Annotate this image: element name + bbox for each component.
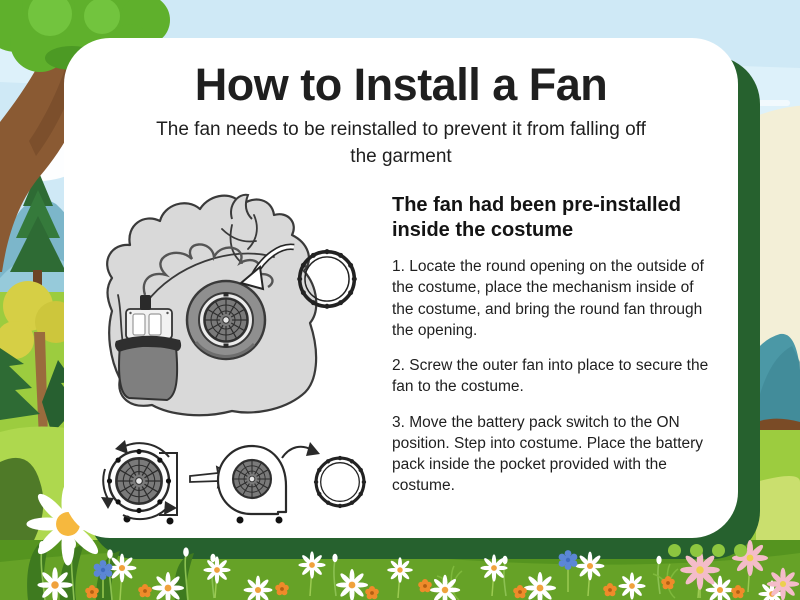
round-fan <box>187 281 265 359</box>
illustration-column <box>80 183 382 539</box>
step-2: 2. Screw the outer fan into place to secure the fan to the costume. <box>392 357 709 396</box>
step-1: 1. Locate the round opening on the outside of the costume, place the mechanism inside of the costume, and bring the round fan through the opening. <box>392 258 704 339</box>
section-heading: The fan had been pre-installed inside the costume <box>392 194 681 241</box>
blower-fan <box>218 442 320 524</box>
pagination-dot <box>668 544 681 557</box>
pagination-dot <box>734 544 747 557</box>
fan-disassembly-illustration <box>82 434 372 539</box>
fan-front-view <box>101 440 177 525</box>
page-subtitle: The fan needs to be reinstalled to prevent it from falling off the garment <box>156 119 646 168</box>
instruction-card <box>64 38 738 538</box>
costume-fan-illustration <box>82 183 377 428</box>
card-content <box>64 171 738 539</box>
pagination-dot <box>690 544 703 557</box>
instruction-steps <box>382 183 716 539</box>
page-title: How to Install a Fan <box>194 59 608 110</box>
pagination-dots <box>668 544 747 557</box>
pagination-dot <box>712 544 725 557</box>
step-3: 3. Move the battery pack switch to the ON position. Step into costume. Place the battery pack inside the pocket provided with the costume. <box>392 413 704 495</box>
retaining-ring-icon <box>314 456 366 508</box>
